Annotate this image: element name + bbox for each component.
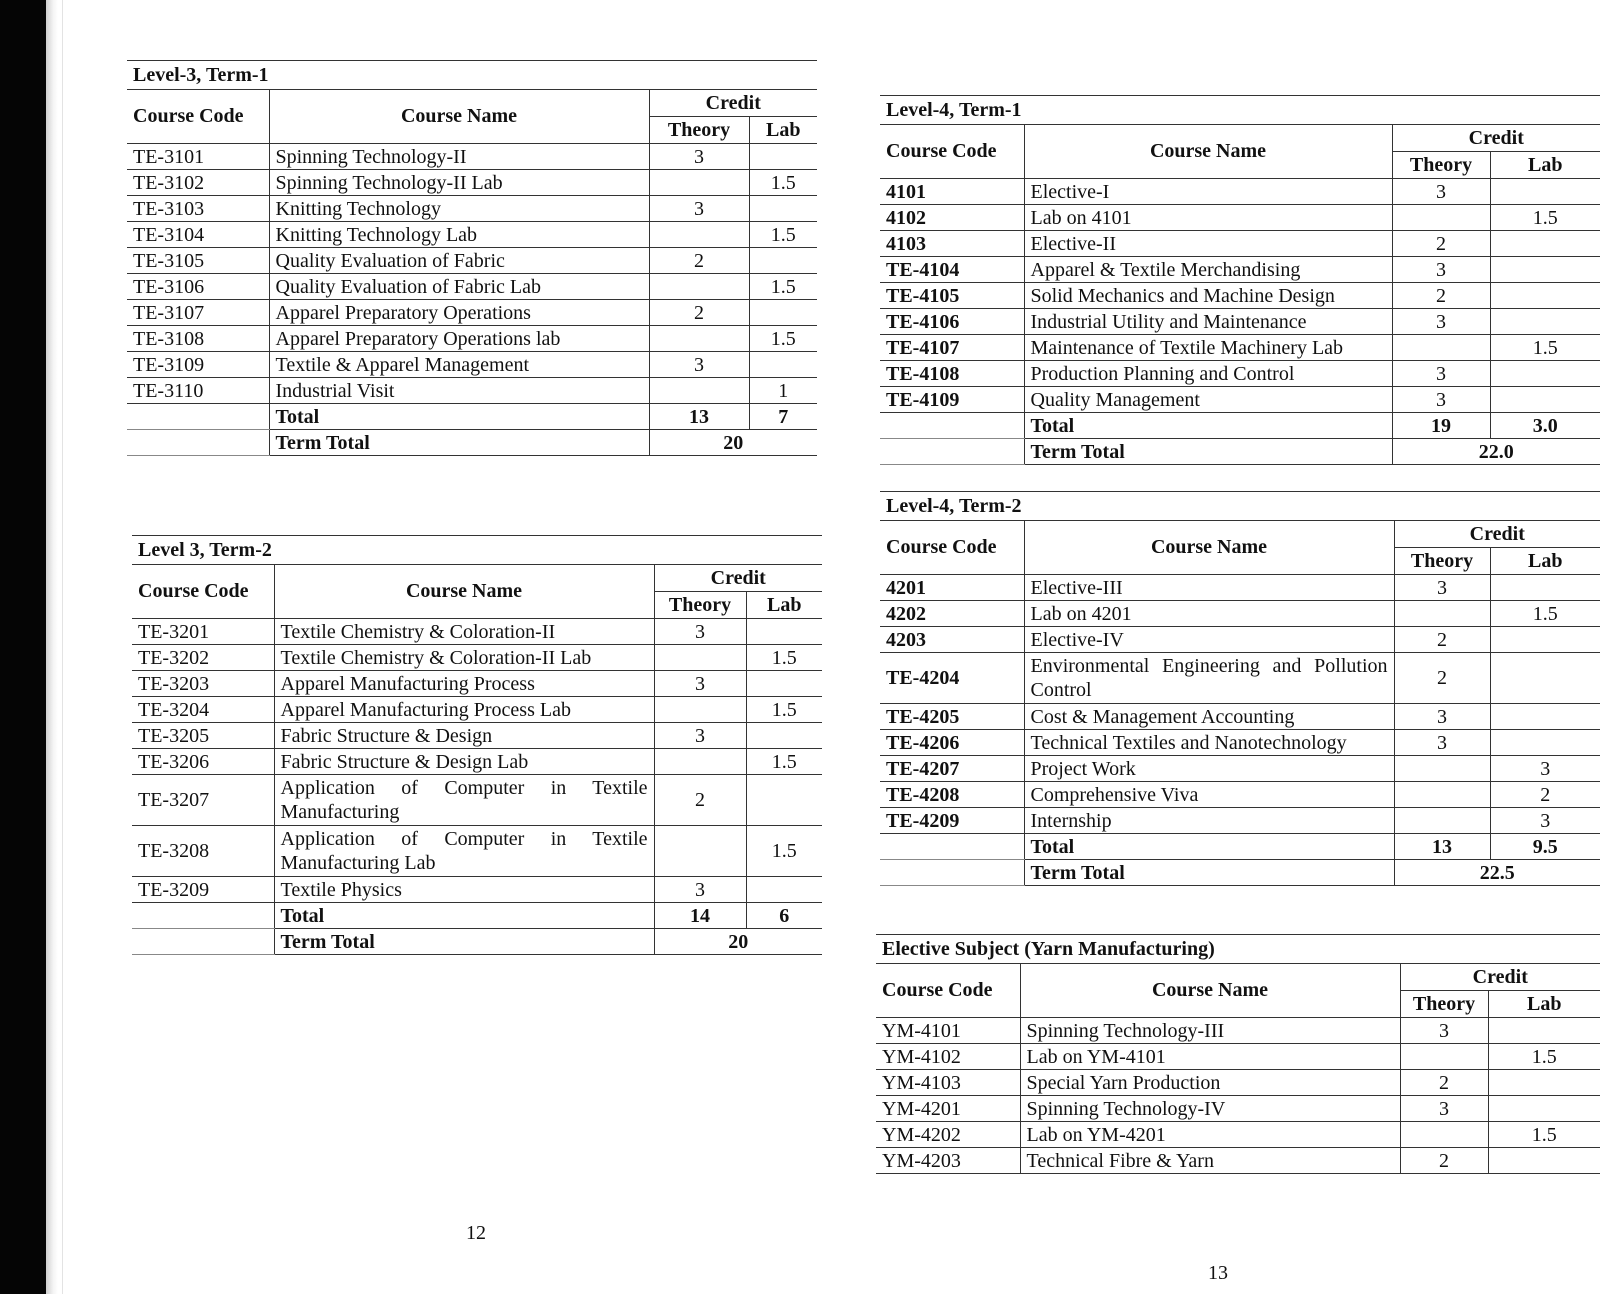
table-row (876, 1096, 1600, 1122)
header-lab: Lab (746, 592, 822, 619)
table-row (880, 205, 1600, 231)
course-code: YM-4201 (876, 1096, 1020, 1122)
total-label: Total (274, 903, 654, 929)
header-lab: Lab (1490, 152, 1600, 179)
course-name: Industrial Utility and Maintenance (1024, 309, 1392, 335)
course-code: YM-4202 (876, 1122, 1020, 1148)
lab-credit (749, 196, 817, 222)
course-code: TE-3108 (127, 326, 269, 352)
course-name: Textile Physics (274, 877, 654, 903)
course-code: 4102 (880, 205, 1024, 231)
table-row (880, 808, 1600, 834)
lab-credit (1490, 179, 1600, 205)
course-name: Elective-III (1024, 575, 1394, 601)
theory-credit: 3 (1392, 361, 1490, 387)
theory-credit (1394, 808, 1490, 834)
lab-credit: 1.5 (746, 749, 822, 775)
term-total-row (880, 860, 1600, 886)
course-name: Quality Management (1024, 387, 1392, 413)
theory-credit (654, 749, 746, 775)
table-row (880, 283, 1600, 309)
table-row (880, 179, 1600, 205)
term-total-label: Term Total (1024, 439, 1392, 465)
header-credit: Credit (654, 565, 822, 592)
empty-cell (132, 903, 274, 929)
header-course-name: Course Name (274, 565, 654, 619)
total-label: Total (1024, 834, 1394, 860)
theory-credit (1400, 1044, 1488, 1070)
course-name: Quality Evaluation of Fabric Lab (269, 274, 649, 300)
table-row (876, 1122, 1600, 1148)
lab-credit (1488, 1096, 1600, 1122)
course-code: YM-4103 (876, 1070, 1020, 1096)
course-name: Spinning Technology-II Lab (269, 170, 649, 196)
course-name: Comprehensive Viva (1024, 782, 1394, 808)
course-code: TE-3110 (127, 378, 269, 404)
term-total-value: 22.0 (1392, 439, 1600, 465)
lab-credit: 1.5 (749, 274, 817, 300)
lab-credit (1490, 575, 1600, 601)
course-name: Spinning Technology-II (269, 144, 649, 170)
course-code: TE-3204 (132, 697, 274, 723)
header-credit: Credit (1400, 964, 1600, 991)
table-title: Level-4, Term-1 (880, 96, 1600, 125)
table-row (132, 749, 822, 775)
lab-credit: 3 (1490, 808, 1600, 834)
theory-credit: 3 (1400, 1018, 1488, 1044)
table-row (127, 352, 817, 378)
lab-credit (1490, 730, 1600, 756)
course-name: Apparel Manufacturing Process Lab (274, 697, 654, 723)
total-theory: 19 (1392, 413, 1490, 439)
header-course-code: Course Code (876, 964, 1020, 1018)
lab-credit (1488, 1070, 1600, 1096)
total-row (132, 903, 822, 929)
course-code: TE-3207 (132, 775, 274, 826)
table-row (876, 1070, 1600, 1096)
term-total-value: 20 (649, 430, 817, 456)
header-course-code: Course Code (127, 90, 269, 144)
empty-cell (880, 834, 1024, 860)
theory-credit: 2 (1392, 283, 1490, 309)
term-total-value: 22.5 (1394, 860, 1600, 886)
header-theory: Theory (1400, 991, 1488, 1018)
lab-credit (1490, 361, 1600, 387)
course-name: Textile Chemistry & Coloration-II (274, 619, 654, 645)
course-name: Internship (1024, 808, 1394, 834)
table-row (127, 274, 817, 300)
lab-credit: 1.5 (746, 645, 822, 671)
course-code: TE-4205 (880, 704, 1024, 730)
header-theory: Theory (649, 117, 749, 144)
total-lab: 9.5 (1490, 834, 1600, 860)
table-level3-term1 (127, 60, 817, 456)
theory-credit (1394, 601, 1490, 627)
course-code: TE-4208 (880, 782, 1024, 808)
table-row (880, 309, 1600, 335)
lab-credit (749, 144, 817, 170)
theory-credit: 2 (1400, 1148, 1488, 1174)
lab-credit: 1.5 (1490, 335, 1600, 361)
total-lab: 6 (746, 903, 822, 929)
course-name: Knitting Technology (269, 196, 649, 222)
lab-credit: 3 (1490, 756, 1600, 782)
theory-credit (1392, 335, 1490, 361)
empty-cell (127, 430, 269, 456)
table-row (127, 144, 817, 170)
term-total-label: Term Total (274, 929, 654, 955)
theory-credit: 2 (1392, 231, 1490, 257)
theory-credit: 3 (1394, 730, 1490, 756)
lab-credit (746, 619, 822, 645)
course-code: TE-4108 (880, 361, 1024, 387)
header-credit: Credit (1394, 521, 1600, 548)
lab-credit (1490, 387, 1600, 413)
course-name: Apparel & Textile Merchandising (1024, 257, 1392, 283)
lab-credit (746, 723, 822, 749)
term-total-row (132, 929, 822, 955)
theory-credit: 2 (1400, 1070, 1488, 1096)
table-row (880, 601, 1600, 627)
course-code: YM-4101 (876, 1018, 1020, 1044)
course-name: Knitting Technology Lab (269, 222, 649, 248)
theory-credit (649, 326, 749, 352)
course-name: Textile Chemistry & Coloration-II Lab (274, 645, 654, 671)
table-title: Elective Subject (Yarn Manufacturing) (876, 935, 1600, 964)
empty-cell (132, 929, 274, 955)
theory-credit (1394, 782, 1490, 808)
table-row (880, 730, 1600, 756)
term-total-value: 20 (654, 929, 822, 955)
table-row (880, 387, 1600, 413)
course-name: Technical Fibre & Yarn (1020, 1148, 1400, 1174)
course-code: TE-3101 (127, 144, 269, 170)
header-lab: Lab (1490, 548, 1600, 575)
course-name: Technical Textiles and Nanotechnology (1024, 730, 1394, 756)
header-course-code: Course Code (880, 521, 1024, 575)
course-name: Apparel Preparatory Operations lab (269, 326, 649, 352)
course-name: Fabric Structure & Design Lab (274, 749, 654, 775)
total-row (127, 404, 817, 430)
course-name: Quality Evaluation of Fabric (269, 248, 649, 274)
course-code: TE-4107 (880, 335, 1024, 361)
header-theory: Theory (1394, 548, 1490, 575)
table-row (127, 300, 817, 326)
course-code: TE-3109 (127, 352, 269, 378)
lab-credit (1488, 1018, 1600, 1044)
table-row (880, 361, 1600, 387)
lab-credit (749, 248, 817, 274)
course-name: Application of Computer in Textile Manufacturing (274, 775, 654, 826)
course-name: Special Yarn Production (1020, 1070, 1400, 1096)
course-name: Elective-I (1024, 179, 1392, 205)
header-credit: Credit (649, 90, 817, 117)
book-binding (0, 0, 46, 1294)
course-code: TE-3105 (127, 248, 269, 274)
theory-credit: 3 (649, 352, 749, 378)
lab-credit (1490, 283, 1600, 309)
gutter-line (62, 0, 63, 1294)
course-code: TE-3205 (132, 723, 274, 749)
term-total-label: Term Total (269, 430, 649, 456)
theory-credit: 3 (1392, 257, 1490, 283)
theory-credit: 3 (1394, 575, 1490, 601)
table-row (880, 782, 1600, 808)
table-row (880, 704, 1600, 730)
lab-credit: 1.5 (746, 826, 822, 877)
total-lab: 7 (749, 404, 817, 430)
table-row (127, 378, 817, 404)
lab-credit: 1.5 (746, 697, 822, 723)
course-code: 4103 (880, 231, 1024, 257)
course-code: 4203 (880, 627, 1024, 653)
empty-cell (880, 413, 1024, 439)
lab-credit (1490, 231, 1600, 257)
header-course-name: Course Name (1024, 521, 1394, 575)
table-row (876, 1148, 1600, 1174)
theory-credit: 3 (654, 619, 746, 645)
header-course-name: Course Name (1020, 964, 1400, 1018)
course-name: Lab on YM-4101 (1020, 1044, 1400, 1070)
empty-cell (880, 860, 1024, 886)
term-total-label: Term Total (1024, 860, 1394, 886)
total-row (880, 413, 1600, 439)
table-level4-term1 (880, 95, 1600, 465)
course-code: TE-3206 (132, 749, 274, 775)
table-row (132, 619, 822, 645)
lab-credit (1490, 653, 1600, 704)
lab-credit: 1.5 (749, 326, 817, 352)
theory-credit (649, 274, 749, 300)
lab-credit: 1.5 (1488, 1044, 1600, 1070)
course-code: YM-4203 (876, 1148, 1020, 1174)
lab-credit: 1 (749, 378, 817, 404)
theory-credit: 2 (649, 248, 749, 274)
theory-credit (654, 697, 746, 723)
theory-credit: 2 (1394, 653, 1490, 704)
course-code: TE-3103 (127, 196, 269, 222)
table-title: Level-3, Term-1 (127, 61, 817, 90)
lab-credit: 1.5 (749, 170, 817, 196)
theory-credit (1394, 756, 1490, 782)
theory-credit: 3 (1394, 704, 1490, 730)
theory-credit (649, 378, 749, 404)
lab-credit (1490, 257, 1600, 283)
course-name: Production Planning and Control (1024, 361, 1392, 387)
course-name: Maintenance of Textile Machinery Lab (1024, 335, 1392, 361)
table-level4-term2 (880, 491, 1600, 886)
lab-credit (746, 877, 822, 903)
total-lab: 3.0 (1490, 413, 1600, 439)
theory-credit: 3 (649, 144, 749, 170)
course-name: Apparel Manufacturing Process (274, 671, 654, 697)
table-row (127, 170, 817, 196)
lab-credit: 1.5 (1488, 1122, 1600, 1148)
course-name: Spinning Technology-IV (1020, 1096, 1400, 1122)
table-row (880, 257, 1600, 283)
table-elective-yarn (876, 934, 1600, 1174)
table-row (132, 645, 822, 671)
table-row (132, 877, 822, 903)
header-lab: Lab (749, 117, 817, 144)
table-row (132, 826, 822, 877)
course-code: TE-4207 (880, 756, 1024, 782)
theory-credit: 2 (649, 300, 749, 326)
course-name: Apparel Preparatory Operations (269, 300, 649, 326)
course-name: Lab on 4101 (1024, 205, 1392, 231)
course-code: TE-3201 (132, 619, 274, 645)
table-row (132, 723, 822, 749)
course-code: TE-3203 (132, 671, 274, 697)
table-row (876, 1044, 1600, 1070)
theory-credit: 3 (654, 877, 746, 903)
course-code: TE-3209 (132, 877, 274, 903)
table-row (880, 231, 1600, 257)
header-lab: Lab (1488, 991, 1600, 1018)
theory-credit: 3 (649, 196, 749, 222)
course-name: Cost & Management Accounting (1024, 704, 1394, 730)
header-course-name: Course Name (1024, 125, 1392, 179)
course-name: Textile & Apparel Management (269, 352, 649, 378)
lab-credit (1490, 704, 1600, 730)
table-title: Level-4, Term-2 (880, 492, 1600, 521)
course-name: Industrial Visit (269, 378, 649, 404)
course-code: 4201 (880, 575, 1024, 601)
course-code: TE-3208 (132, 826, 274, 877)
term-total-row (127, 430, 817, 456)
course-code: TE-3102 (127, 170, 269, 196)
course-code: TE-4106 (880, 309, 1024, 335)
term-total-row (880, 439, 1600, 465)
total-label: Total (1024, 413, 1392, 439)
lab-credit (1490, 309, 1600, 335)
lab-credit (746, 671, 822, 697)
theory-credit (1400, 1122, 1488, 1148)
theory-credit (649, 170, 749, 196)
table-row (127, 222, 817, 248)
course-code: 4101 (880, 179, 1024, 205)
total-row (880, 834, 1600, 860)
course-code: TE-4109 (880, 387, 1024, 413)
table-row (127, 248, 817, 274)
course-code: TE-3106 (127, 274, 269, 300)
course-name: Spinning Technology-III (1020, 1018, 1400, 1044)
course-code: YM-4102 (876, 1044, 1020, 1070)
theory-credit: 3 (654, 723, 746, 749)
table-row (880, 756, 1600, 782)
theory-credit (1392, 205, 1490, 231)
theory-credit: 3 (654, 671, 746, 697)
lab-credit (1488, 1148, 1600, 1174)
header-credit: Credit (1392, 125, 1600, 152)
course-name: Solid Mechanics and Machine Design (1024, 283, 1392, 309)
table-row (132, 671, 822, 697)
page-number-right: 13 (1208, 1262, 1228, 1284)
theory-credit (649, 222, 749, 248)
course-code: TE-3104 (127, 222, 269, 248)
lab-credit: 1.5 (1490, 601, 1600, 627)
course-name: Lab on YM-4201 (1020, 1122, 1400, 1148)
course-name: Elective-IV (1024, 627, 1394, 653)
course-name: Fabric Structure & Design (274, 723, 654, 749)
header-theory: Theory (654, 592, 746, 619)
page-number-left: 12 (466, 1222, 486, 1244)
total-theory: 14 (654, 903, 746, 929)
course-name: Environmental Engineering and Pollution Control (1024, 653, 1394, 704)
course-code: TE-4104 (880, 257, 1024, 283)
theory-credit: 3 (1392, 179, 1490, 205)
page-edge-shadow (46, 0, 58, 1294)
course-name: Elective-II (1024, 231, 1392, 257)
theory-credit: 3 (1392, 309, 1490, 335)
header-theory: Theory (1392, 152, 1490, 179)
course-code: TE-3202 (132, 645, 274, 671)
lab-credit (1490, 627, 1600, 653)
table-row (880, 575, 1600, 601)
theory-credit: 2 (1394, 627, 1490, 653)
table-row (127, 196, 817, 222)
total-label: Total (269, 404, 649, 430)
empty-cell (127, 404, 269, 430)
course-code: TE-4206 (880, 730, 1024, 756)
course-code: TE-4204 (880, 653, 1024, 704)
table-row (880, 653, 1600, 704)
header-course-code: Course Code (880, 125, 1024, 179)
header-course-code: Course Code (132, 565, 274, 619)
lab-credit (746, 775, 822, 826)
theory-credit (654, 645, 746, 671)
lab-credit (749, 352, 817, 378)
course-code: 4202 (880, 601, 1024, 627)
table-row (876, 1018, 1600, 1044)
theory-credit: 3 (1400, 1096, 1488, 1122)
lab-credit: 1.5 (1490, 205, 1600, 231)
course-name: Application of Computer in Textile Manufacturing Lab (274, 826, 654, 877)
empty-cell (880, 439, 1024, 465)
total-theory: 13 (1394, 834, 1490, 860)
lab-credit: 1.5 (749, 222, 817, 248)
course-code: TE-4105 (880, 283, 1024, 309)
table-row (880, 627, 1600, 653)
lab-credit (749, 300, 817, 326)
table-row (880, 335, 1600, 361)
header-course-name: Course Name (269, 90, 649, 144)
theory-credit: 3 (1392, 387, 1490, 413)
table-row (127, 326, 817, 352)
course-name: Lab on 4201 (1024, 601, 1394, 627)
table-title: Level 3, Term-2 (132, 536, 822, 565)
table-row (132, 775, 822, 826)
theory-credit (654, 826, 746, 877)
course-code: TE-3107 (127, 300, 269, 326)
total-theory: 13 (649, 404, 749, 430)
course-code: TE-4209 (880, 808, 1024, 834)
lab-credit: 2 (1490, 782, 1600, 808)
table-level3-term2 (132, 535, 822, 955)
table-row (132, 697, 822, 723)
theory-credit: 2 (654, 775, 746, 826)
course-name: Project Work (1024, 756, 1394, 782)
